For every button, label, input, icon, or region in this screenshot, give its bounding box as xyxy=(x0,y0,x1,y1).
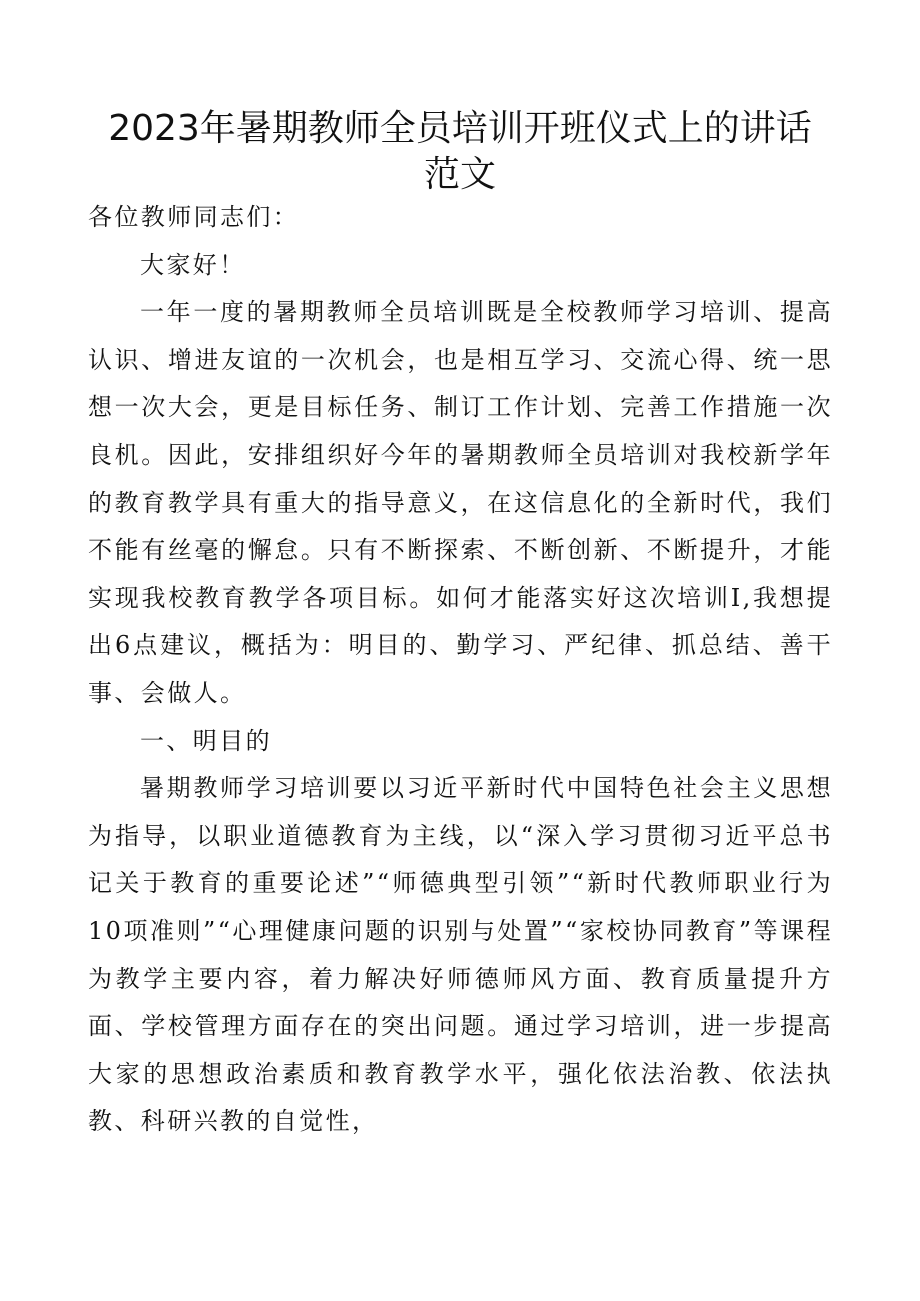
document-title xyxy=(90,106,830,198)
title-line-2: 范文 xyxy=(423,154,496,195)
greeting: 大家好！ xyxy=(140,250,246,279)
section-heading-1: 一、明目的 xyxy=(140,726,272,755)
salutation: 各位教师同志们： xyxy=(88,203,300,231)
paragraph-intro: 一年一度的暑期教师全员培训既是全校教师学习培训、提高认识、增进友谊的一次机会，也是相互学习、交流心得、统一思想一次大会，更是目标任务、制订工作计划、完善工作措施一次良机。因此，安排组织好今年的暑期教师全员培训对我校新学年的教育教学具有重大的指导意义，在这信息化的全新时代，我们不能有丝毫的懈怠。只有不断探索、不断创新、不断提升，才能实现我校教育教学各项目标。如何才能落实好这次培训I,我想提出6点建议，概括为：明目的、勤学习、严纪律、抓总结、善干事、会做人。 xyxy=(88,298,833,707)
document-body xyxy=(88,194,833,1146)
section-paragraph-1: 暑期教师学习培训要以习近平新时代中国特色社会主义思想为指导，以职业道德教育为主线，以“深入学习贯彻习近平总书记关于教育的重要论述”“师德典型引领”“新时代教师职业行为10项准则”“心理健康问题的识别与处置”“家校协同教育”等课程为教学主要内容，着力解决好师德师风方面、教育质量提升方面、学校管理方面存在的突出问题。通过学习培训，进一步提高大家的思想政治素质和教育教学水平，强化依法治教、依法执教、科研兴教的自觉性， xyxy=(88,774,833,1136)
title-line-1: 2023年暑期教师全员培训开班仪式上的讲话 xyxy=(108,108,812,149)
